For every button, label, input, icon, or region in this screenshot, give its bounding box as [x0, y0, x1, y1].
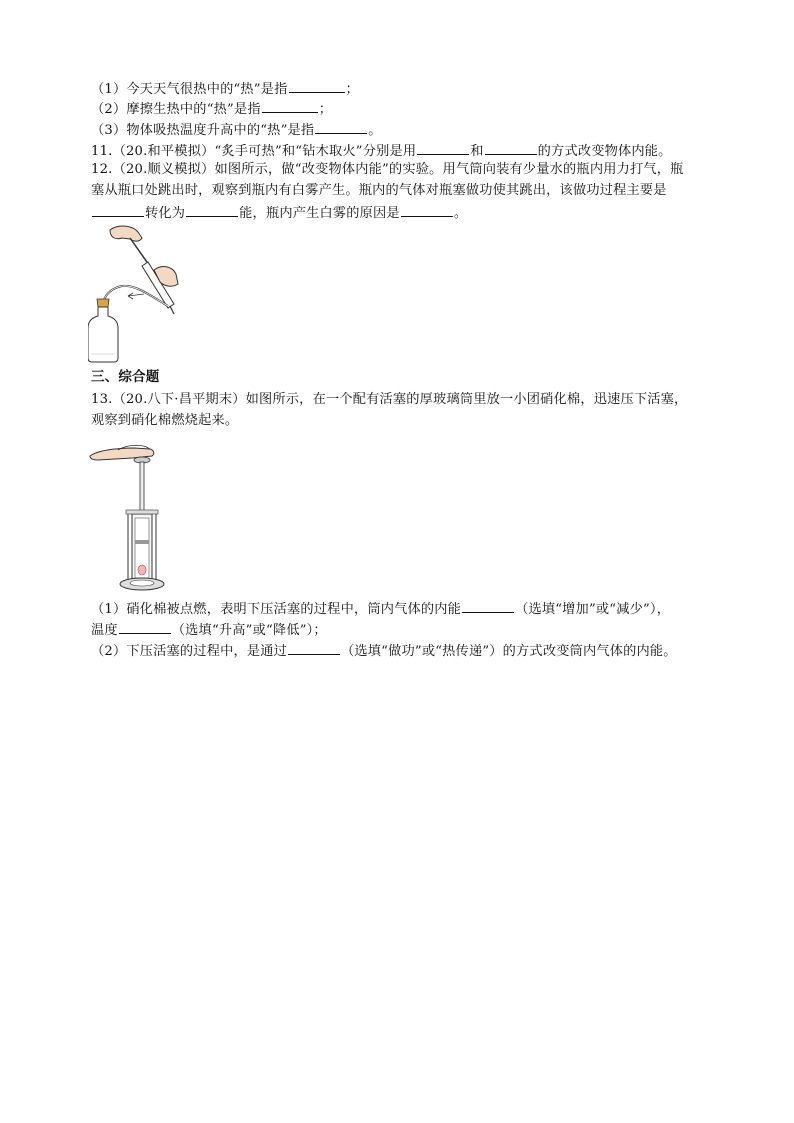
q13-sub1-cont — [91, 619, 327, 641]
q11-end: 的方式改变物体内能。 — [537, 144, 672, 159]
q13-sub2 — [91, 640, 677, 662]
q13-sub1 — [91, 598, 670, 620]
answer-blank[interactable] — [288, 640, 340, 655]
q10-item2-text: （2）摩擦生热中的“热”是指 — [91, 102, 261, 117]
answer-blank[interactable] — [401, 202, 453, 217]
q13-sub1-c: 温度 — [91, 623, 118, 638]
q10-item3 — [91, 119, 382, 141]
q12-line1: 12.（20.顺义模拟）如图所示，做“改变物体内能”的实验。用气筒向装有少量水的瓶内用力打气，瓶 — [91, 162, 684, 177]
answer-blank[interactable] — [92, 202, 144, 217]
q13-sub1-a: （1）硝化棉被点燃，表明下压活塞的过程中，筒内气体的内能 — [91, 602, 462, 617]
answer-blank[interactable] — [462, 598, 514, 613]
q11 — [91, 140, 672, 162]
q12-line3-a: 转化为 — [145, 206, 186, 221]
q10-item2 — [91, 98, 332, 120]
q13-line2: 观察到硝化棉燃烧起来。 — [91, 413, 239, 428]
q13-sub1-d: （选填“升高”或“降低”）； — [171, 623, 327, 638]
q13-line1: 13.（20.八下·昌平期末）如图所示，在一个配有活塞的厚玻璃筒里放一小团硝化棉，迅速压下活塞， — [91, 392, 688, 407]
answer-blank[interactable] — [315, 119, 367, 134]
answer-blank[interactable] — [119, 619, 171, 634]
q10-item3-text: （3）物体吸热温度升高中的“热”是指 — [91, 123, 315, 138]
q10-item2-end: ； — [318, 102, 333, 117]
answer-blank[interactable] — [485, 140, 537, 155]
piston-cylinder-figure — [88, 440, 188, 592]
answer-blank[interactable] — [186, 202, 238, 217]
section-heading: 三、综合题 — [91, 369, 160, 385]
answer-blank[interactable] — [262, 98, 318, 113]
answer-blank[interactable] — [289, 78, 345, 93]
q10-item1-text: （1）今天天气很热中的“热”是指 — [91, 82, 288, 97]
q12-line3-b: 能，瓶内产生白雾的原因是 — [239, 206, 400, 221]
q10-item1 — [91, 78, 359, 100]
q12-line2: 塞从瓶口处跳出时，观察到瓶内有白雾产生。瓶内的气体对瓶塞做功使其跳出，该做功过程主要是 — [91, 183, 667, 198]
q12-line3 — [91, 202, 467, 224]
answer-blank[interactable] — [417, 140, 469, 155]
q13-sub2-b: （选填“做功”或“热传递”）的方式改变筒内气体的内能。 — [341, 644, 677, 659]
q13-sub2-a: （2）下压活塞的过程中，是通过 — [91, 644, 288, 659]
q10-item3-end: 。 — [368, 123, 382, 138]
q13-sub1-b: （选填“增加”或“减少”）， — [515, 602, 671, 617]
q12-line3-c: 。 — [453, 206, 468, 221]
pump-bottle-figure — [88, 222, 184, 364]
q11-text: 11.（20.和平模拟）“炙手可热”和“钻木取火”分别是用 — [91, 144, 417, 159]
q11-mid: 和 — [470, 144, 484, 159]
q10-item1-end: ； — [345, 82, 359, 97]
